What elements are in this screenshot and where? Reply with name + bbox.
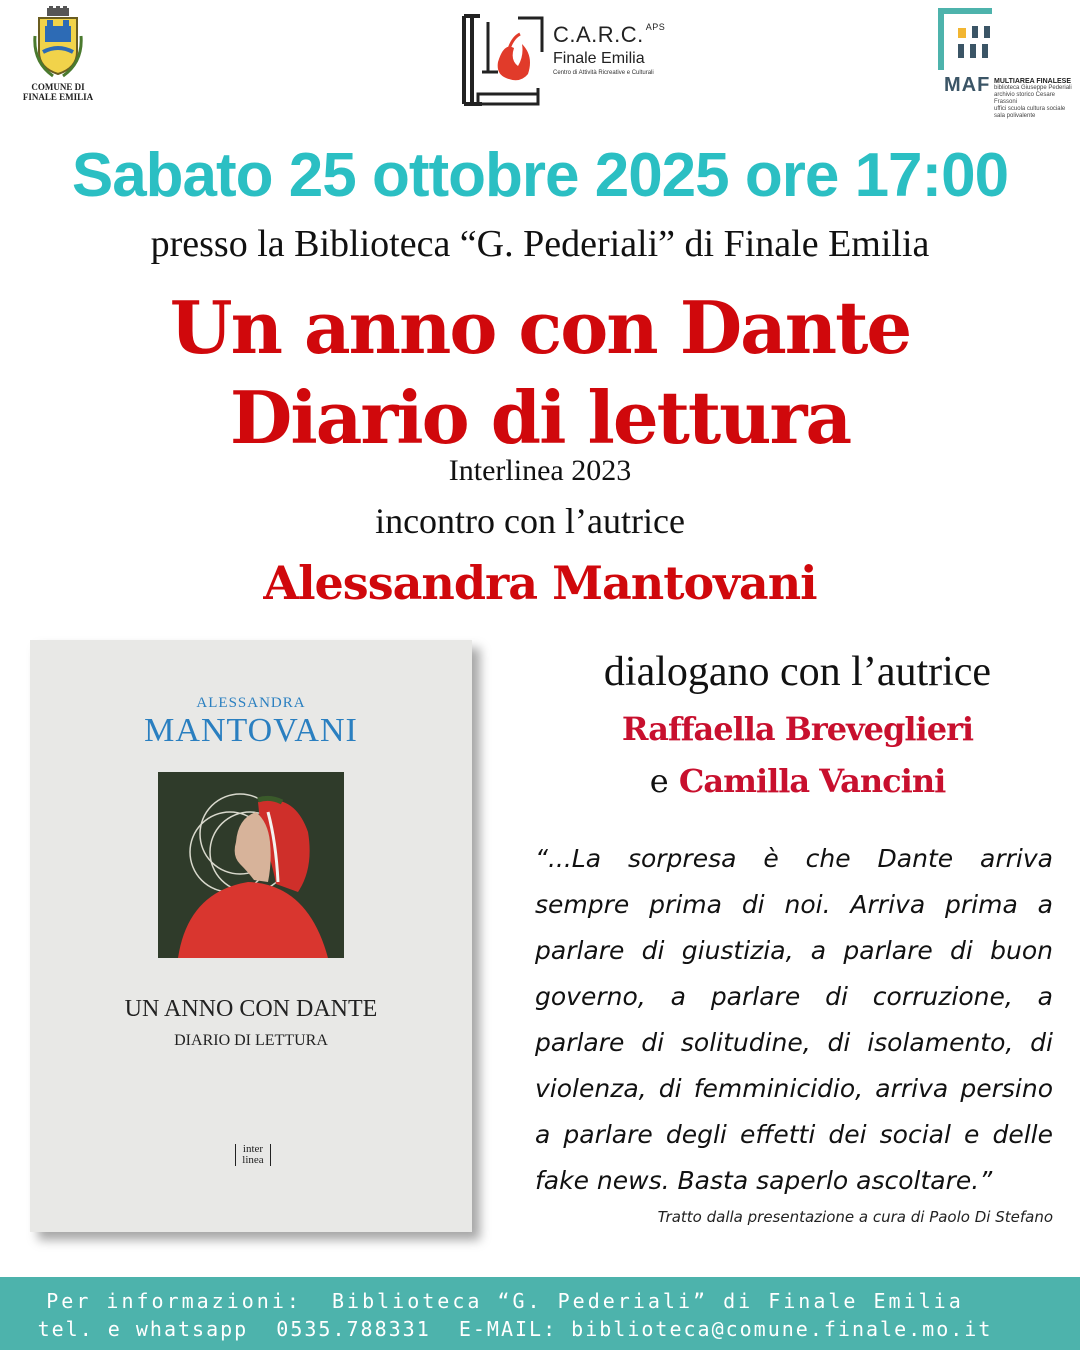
- speaker-1: Raffaella Breveglieri: [621, 710, 974, 748]
- comune-caption-line2: FINALE EMILIA: [22, 92, 94, 102]
- quote-source: Tratto dalla presentazione a cura di Paolo Di Stefano: [657, 1208, 1053, 1226]
- quote-text: “...La sorpresa è che Dante arriva sempre prima di noi. Arriva prima a parlare di giustizia, a parlare di buon governo, a parlare di corruzione, a parlare di solitudine, di isolamento, di violenza, di femminicidio, arriva persino a parlare degli effetti dei social e delle fake news. Basta saperlo ascoltare.”: [535, 844, 1053, 1195]
- cover-title: UN ANNO CON DANTE: [124, 996, 378, 1022]
- dante-portrait-image: [158, 772, 344, 958]
- cover-author-first: ALESSANDRA: [196, 695, 306, 711]
- carc-emblem-icon: [458, 12, 548, 108]
- carc-aps: APS: [645, 22, 666, 32]
- maf-description: MULTIAREA FINALESE biblioteca Giuseppe Pederiali archivio storico Cesare Frassoni uffici scuola cultura sociale sala polivalente: [994, 78, 1072, 119]
- maf-logo: [932, 6, 1072, 119]
- footer-contact-line: tel. e whatsapp 0535.788331 E-MAIL: biblioteca@comune.finale.mo.it: [37, 1317, 993, 1341]
- speaker-2-line: [540, 762, 1055, 800]
- carc-desc: Centro di Attività Ricreative e Culturali: [553, 70, 654, 76]
- dialogue-intro: dialogano con l’autrice: [603, 649, 992, 695]
- maf-mark-icon: [934, 6, 994, 76]
- comune-logo: [18, 6, 98, 102]
- speaker-2: Camilla Vancini: [678, 762, 946, 800]
- publisher-year: Interlinea 2023: [448, 454, 632, 487]
- carc-logo: [458, 12, 668, 108]
- carc-name: C.A.R.C. $^{APS}$: [553, 22, 666, 47]
- book-title-line1: Un anno con Dante: [169, 285, 911, 370]
- cover-publisher-logo: inter linea: [235, 1144, 271, 1166]
- conjunction: e: [649, 762, 669, 800]
- comune-caption: [18, 82, 98, 102]
- carc-city: Finale Emilia: [553, 50, 645, 67]
- maf-name: MULTIAREA FINALESE: [994, 78, 1071, 85]
- book-title-line2: Diario di lettura: [229, 375, 851, 460]
- meeting-subtitle: incontro con l’autrice: [375, 501, 685, 541]
- book-cover: [30, 640, 472, 1232]
- author-name: Alessandra Mantovani: [263, 556, 817, 610]
- footer-bar: [0, 1277, 1080, 1350]
- coat-of-arms-icon: [33, 6, 83, 78]
- event-date: Sabato 25 ottobre 2025 ore 17:00: [71, 141, 1009, 210]
- cover-subtitle: DIARIO DI LETTURA: [174, 1032, 328, 1049]
- maf-abbr: MAF: [944, 74, 991, 96]
- comune-caption-line1: COMUNE DI: [31, 82, 85, 92]
- event-venue: presso la Biblioteca “G. Pederiali” di Finale Emilia: [150, 223, 930, 265]
- footer-info-line: Per informazioni: Biblioteca “G. Pederiali” di Finale Emilia: [46, 1289, 964, 1313]
- cover-author-last: MANTOVANI: [144, 712, 358, 749]
